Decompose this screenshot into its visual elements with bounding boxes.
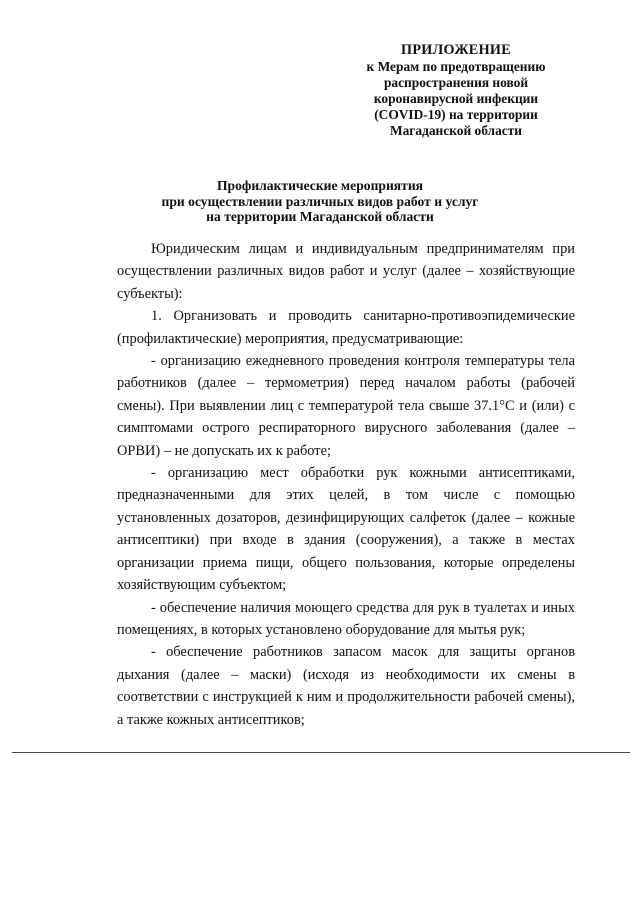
bullet-paragraph: - организацию мест обработки рук кожными антисептиками, предназначенными для этих целей, в том числе с помощью установленных дозаторов, дезинфицирующих салфеток (далее – кожные антисептики) при входе в здания (сооружения), а также в местах организации приема пищи, общего пользования, которые определены хозяйствующим субъектом; bbox=[117, 465, 575, 594]
appendix-line: распространения новой bbox=[383, 75, 529, 90]
bullet-paragraph: - обеспечение работников запасом масок для защиты органов дыхания (далее – маски) (исходя из необходимости их смены в соответствии с инструкцией к ним и продолжительности рабочей смены), а также кожных антисептиков; bbox=[117, 644, 575, 728]
bullet-paragraph: - обеспечение наличия моющего средства для рук в туалетах и иных помещениях, в которых установлено оборудование для мытья рук; bbox=[117, 599, 575, 638]
item-paragraph: 1. Организовать и проводить санитарно-противоэпидемические (профилактические) мероприятия, предусматривающие: bbox=[117, 308, 575, 347]
document-title-line: Профилактические мероприятия bbox=[216, 178, 424, 193]
document-title bbox=[0, 178, 640, 225]
document-title-line: при осуществлении различных видов работ и услуг bbox=[161, 193, 479, 209]
footer-divider bbox=[12, 752, 630, 753]
appendix-line: к Мерам по предотвращению bbox=[366, 59, 546, 74]
appendix-title: ПРИЛОЖЕНИЕ bbox=[400, 42, 511, 58]
appendix-header bbox=[336, 42, 576, 139]
appendix-line: Магаданской области bbox=[389, 123, 523, 138]
intro-paragraph: Юридическим лицам и индивидуальным предпринимателям при осуществлении различных видов работ и услуг (далее – хозяйствующие субъекты): bbox=[117, 241, 575, 302]
bullet-paragraph: - организацию ежедневного проведения контроля температуры тела работников (далее – термометрия) перед началом работы (рабочей смены). При выявлении лиц с температурой тела свыше 37.1°С и (или) с симптомами острого респираторного вирусного заболевания (далее – ОРВИ) – не допускать их к работе; bbox=[117, 353, 575, 459]
document-body bbox=[117, 238, 575, 731]
appendix-line: (COVID-19) на территории bbox=[374, 107, 538, 122]
document-title-line: на территории Магаданской области bbox=[206, 209, 434, 224]
appendix-line: коронавирусной инфекции bbox=[373, 91, 539, 106]
